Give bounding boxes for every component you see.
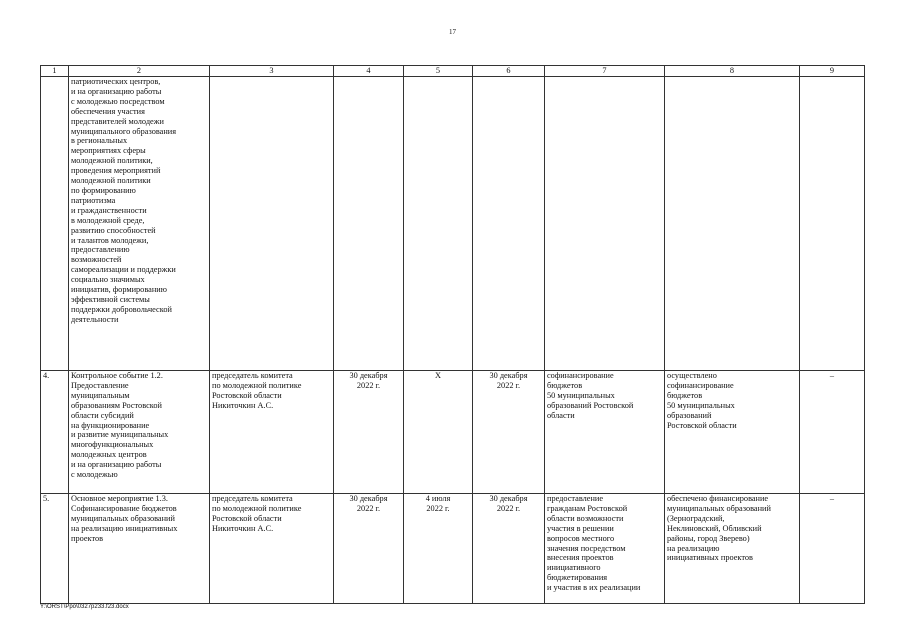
header-cell: 2 (69, 66, 210, 77)
actual-end-cell: 30 декабря 2022 г. (473, 371, 545, 494)
planned-result-cell: предоставление гражданам Ростовской области возможности участия в решении вопросов местного значения посредством внесения проектов инициативного бюджетирования и участия в их реализации (545, 494, 665, 604)
responsible-cell (210, 77, 334, 371)
responsible-cell: председатель комитета по молодежной политике Ростовской области Никиточкин А.С. (210, 371, 334, 494)
row-number-cell: 5. (41, 494, 69, 604)
actual-result-cell: обеспечено финансирование муниципальных образований (Зерноградский, Неклиновский, Обливский районы, город Зверево) на реализацию инициативных проектов (665, 494, 800, 604)
actual-result-cell: осуществлено софинансирование бюджетов 50 муниципальных образований Ростовской области (665, 371, 800, 494)
actual-start-cell (404, 77, 473, 371)
page-number: 17 (449, 28, 456, 36)
planned-date-cell: 30 декабря 2022 г. (334, 494, 404, 604)
row-number-cell: 4. (41, 371, 69, 494)
table-row (41, 371, 865, 494)
table-header-row (41, 66, 865, 77)
planned-result-cell (545, 77, 665, 371)
planned-date-cell (334, 77, 404, 371)
file-path-footer: Y:\ORST\Ppo\0327p233.f23.docx (40, 604, 129, 610)
header-cell: 6 (473, 66, 545, 77)
header-cell: 7 (545, 66, 665, 77)
note-cell: – (800, 371, 865, 494)
report-table (40, 65, 865, 604)
header-cell: 4 (334, 66, 404, 77)
row-number-cell (41, 77, 69, 371)
header-cell: 8 (665, 66, 800, 77)
planned-result-cell: софинансирование бюджетов 50 муниципальных образований Ростовской области (545, 371, 665, 494)
activity-cell: Контрольное событие 1.2. Предоставление муниципальным образованиям Ростовской области субсидий на функционирование и развитие муниципальных многофункциональных молодежных центров и на организацию работы с молодежью (69, 371, 210, 494)
actual-start-cell: 4 июля 2022 г. (404, 494, 473, 604)
header-cell: 3 (210, 66, 334, 77)
header-cell: 1 (41, 66, 69, 77)
actual-end-cell (473, 77, 545, 371)
activity-cell: патриотических центров, и на организацию работы с молодежью посредством обеспечения участия представителей молодежи муниципального образования в региональных мероприятиях сферы молодежной политики, проведения мероприятий молодежной политики по формированию патриотизма и гражданственности в молодежной среде, развитию способностей и талантов молодежи, предоставлению возможностей самореализации и поддержки социально значимых инициатив, формированию эффективной системы поддержки добровольческой деятельности (69, 77, 210, 371)
activity-cell: Основное мероприятие 1.3. Софинансирование бюджетов муниципальных образований на реализацию инициативных проектов (69, 494, 210, 604)
actual-start-cell: Х (404, 371, 473, 494)
actual-end-cell: 30 декабря 2022 г. (473, 494, 545, 604)
table-row (41, 77, 865, 371)
note-cell (800, 77, 865, 371)
table-row (41, 494, 865, 604)
planned-date-cell: 30 декабря 2022 г. (334, 371, 404, 494)
header-cell: 9 (800, 66, 865, 77)
note-cell: – (800, 494, 865, 604)
responsible-cell: председатель комитета по молодежной политике Ростовской области Никиточкин А.С. (210, 494, 334, 604)
header-cell: 5 (404, 66, 473, 77)
actual-result-cell (665, 77, 800, 371)
